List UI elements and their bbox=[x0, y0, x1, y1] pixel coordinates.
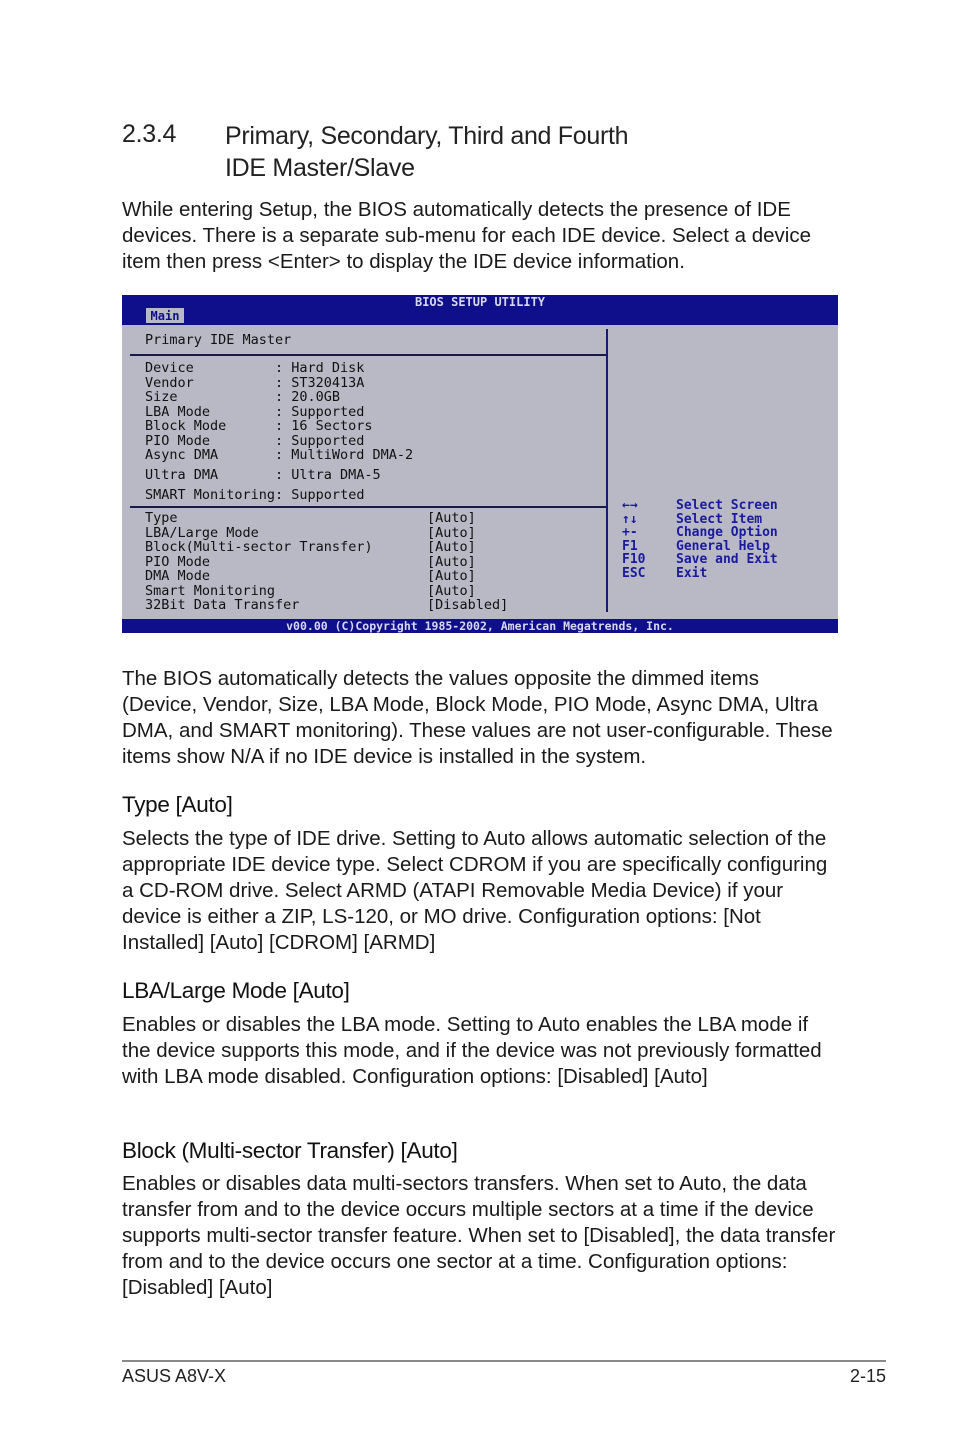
bios-footer-bar bbox=[122, 619, 838, 633]
block-body: Enables or disables data multi-sectors transfers. When set to Auto, the data transfer from and to the device occurs multiple sectors at a time if the device supports multi-sector transfer feature. When set to [Disabled], the data transfer from and to the device occurs one sector at a time. Configuration options: [Disabled] [Auto] bbox=[122, 1172, 836, 1299]
bios-divider-middle bbox=[130, 506, 606, 508]
bios-panel-title: Primary IDE Master bbox=[145, 332, 292, 348]
bios-info-row: LBA Mode : Supported bbox=[145, 403, 365, 420]
bios-tab-main[interactable]: Main bbox=[146, 308, 184, 323]
lba-heading: LBA/Large Mode [Auto] bbox=[122, 978, 350, 1003]
bios-key-select-screen: ←→ Select Screen bbox=[622, 498, 778, 513]
bios-setting-lba-large-mode[interactable]: LBA/Large Mode [Auto] bbox=[145, 524, 476, 541]
bios-header-bar bbox=[122, 295, 838, 325]
bios-copyright: v00.00 (C)Copyright 1985-2002, American Megatrends, Inc. bbox=[286, 619, 674, 633]
intro-paragraph: While entering Setup, the BIOS automatically detects the presence of IDE devices. There is a separate sub-menu for each IDE device. Select a device item then press <Enter> to display the IDE device information. bbox=[122, 198, 812, 273]
bios-info-row: Async DMA : MultiWord DMA-2 bbox=[145, 447, 414, 463]
bios-setting-block-transfer[interactable]: Block(Multi-sector Transfer) [Auto] bbox=[145, 539, 476, 555]
bios-settings-list bbox=[145, 511, 508, 613]
section-number: 2.3.4 bbox=[122, 120, 177, 148]
footer-divider bbox=[122, 1360, 886, 1362]
bios-help-panel bbox=[612, 329, 834, 612]
bios-info-row: Vendor : ST320413A bbox=[145, 374, 365, 391]
bios-key-save-exit: F10 Save and Exit bbox=[622, 552, 778, 567]
bios-key-general-help: F1 General Help bbox=[622, 538, 770, 554]
footer-product: ASUS A8V-X bbox=[122, 1366, 227, 1386]
arrows-left-right-icon: ←→ bbox=[622, 498, 638, 513]
after-bios-paragraph: The BIOS automatically detects the values opposite the dimmed items (Device, Vendor, Size, LBA Mode, Block Mode, PIO Mode, Async DMA, Ultra DMA, and SMART monitoring). These values are not user-configurable. These items show N/A if no IDE device is installed in the system. bbox=[122, 667, 833, 768]
bios-setting-pio-mode[interactable]: PIO Mode [Auto] bbox=[145, 553, 476, 570]
arrows-up-down-icon: ↑↓ bbox=[622, 511, 638, 527]
bios-header-title: BIOS SETUP UTILITY bbox=[414, 295, 546, 309]
bios-info-row: PIO Mode : Supported bbox=[145, 432, 365, 449]
section-title-line2: IDE Master/Slave bbox=[225, 154, 415, 182]
block-heading: Block (Multi-sector Transfer) [Auto] bbox=[122, 1138, 458, 1163]
bios-setting-type[interactable]: Type [Auto] bbox=[145, 510, 476, 526]
bios-setting-dma-mode[interactable]: DMA Mode [Auto] bbox=[145, 568, 476, 584]
section-title-line1: Primary, Secondary, Third and Fourth bbox=[225, 122, 629, 150]
lba-body: Enables or disables the LBA mode. Setting to Auto enables the LBA mode if the device supports this mode, and if the device was not previously formatted with LBA mode disabled. Configuration options: [Disabled] [Auto] bbox=[122, 1013, 822, 1088]
type-body: Selects the type of IDE drive. Setting to Auto allows automatic selection of the appropriate IDE device type. Select CDROM if you are specifically configuring a CD-ROM drive. Select ARMD (ATAPI Removable Media Device) if your device is either a ZIP, LS-120, or MO drive. Configuration options: [Not Installed] [Auto] [CDROM] [ARMD] bbox=[122, 827, 828, 954]
bios-info-list bbox=[145, 361, 413, 463]
bios-info-row: Device : Hard Disk bbox=[145, 360, 365, 376]
type-heading: Type [Auto] bbox=[122, 792, 233, 817]
footer-page-number: 2-15 bbox=[849, 1366, 886, 1386]
bios-ultra-dma-row: Ultra DMA : Ultra DMA-5 bbox=[145, 467, 381, 483]
bios-setting-32bit-transfer[interactable]: 32Bit Data Transfer [Disabled] bbox=[145, 597, 509, 613]
bios-key-select-item: ↑↓ Select Item bbox=[622, 511, 763, 527]
bios-smart-monitoring-row: SMART Monitoring: Supported bbox=[145, 487, 365, 503]
bios-screenshot bbox=[122, 295, 838, 633]
section-title bbox=[225, 120, 845, 184]
bios-divider-top bbox=[130, 354, 606, 356]
bios-info-row: Size : 20.0GB bbox=[145, 389, 341, 405]
bios-key-exit: ESC Exit bbox=[622, 565, 708, 581]
bios-info-row: Block Mode : 16 Sectors bbox=[145, 418, 373, 434]
bios-key-change-option: +- Change Option bbox=[622, 525, 778, 540]
bios-setting-smart-monitoring[interactable]: Smart Monitoring [Auto] bbox=[145, 582, 476, 599]
